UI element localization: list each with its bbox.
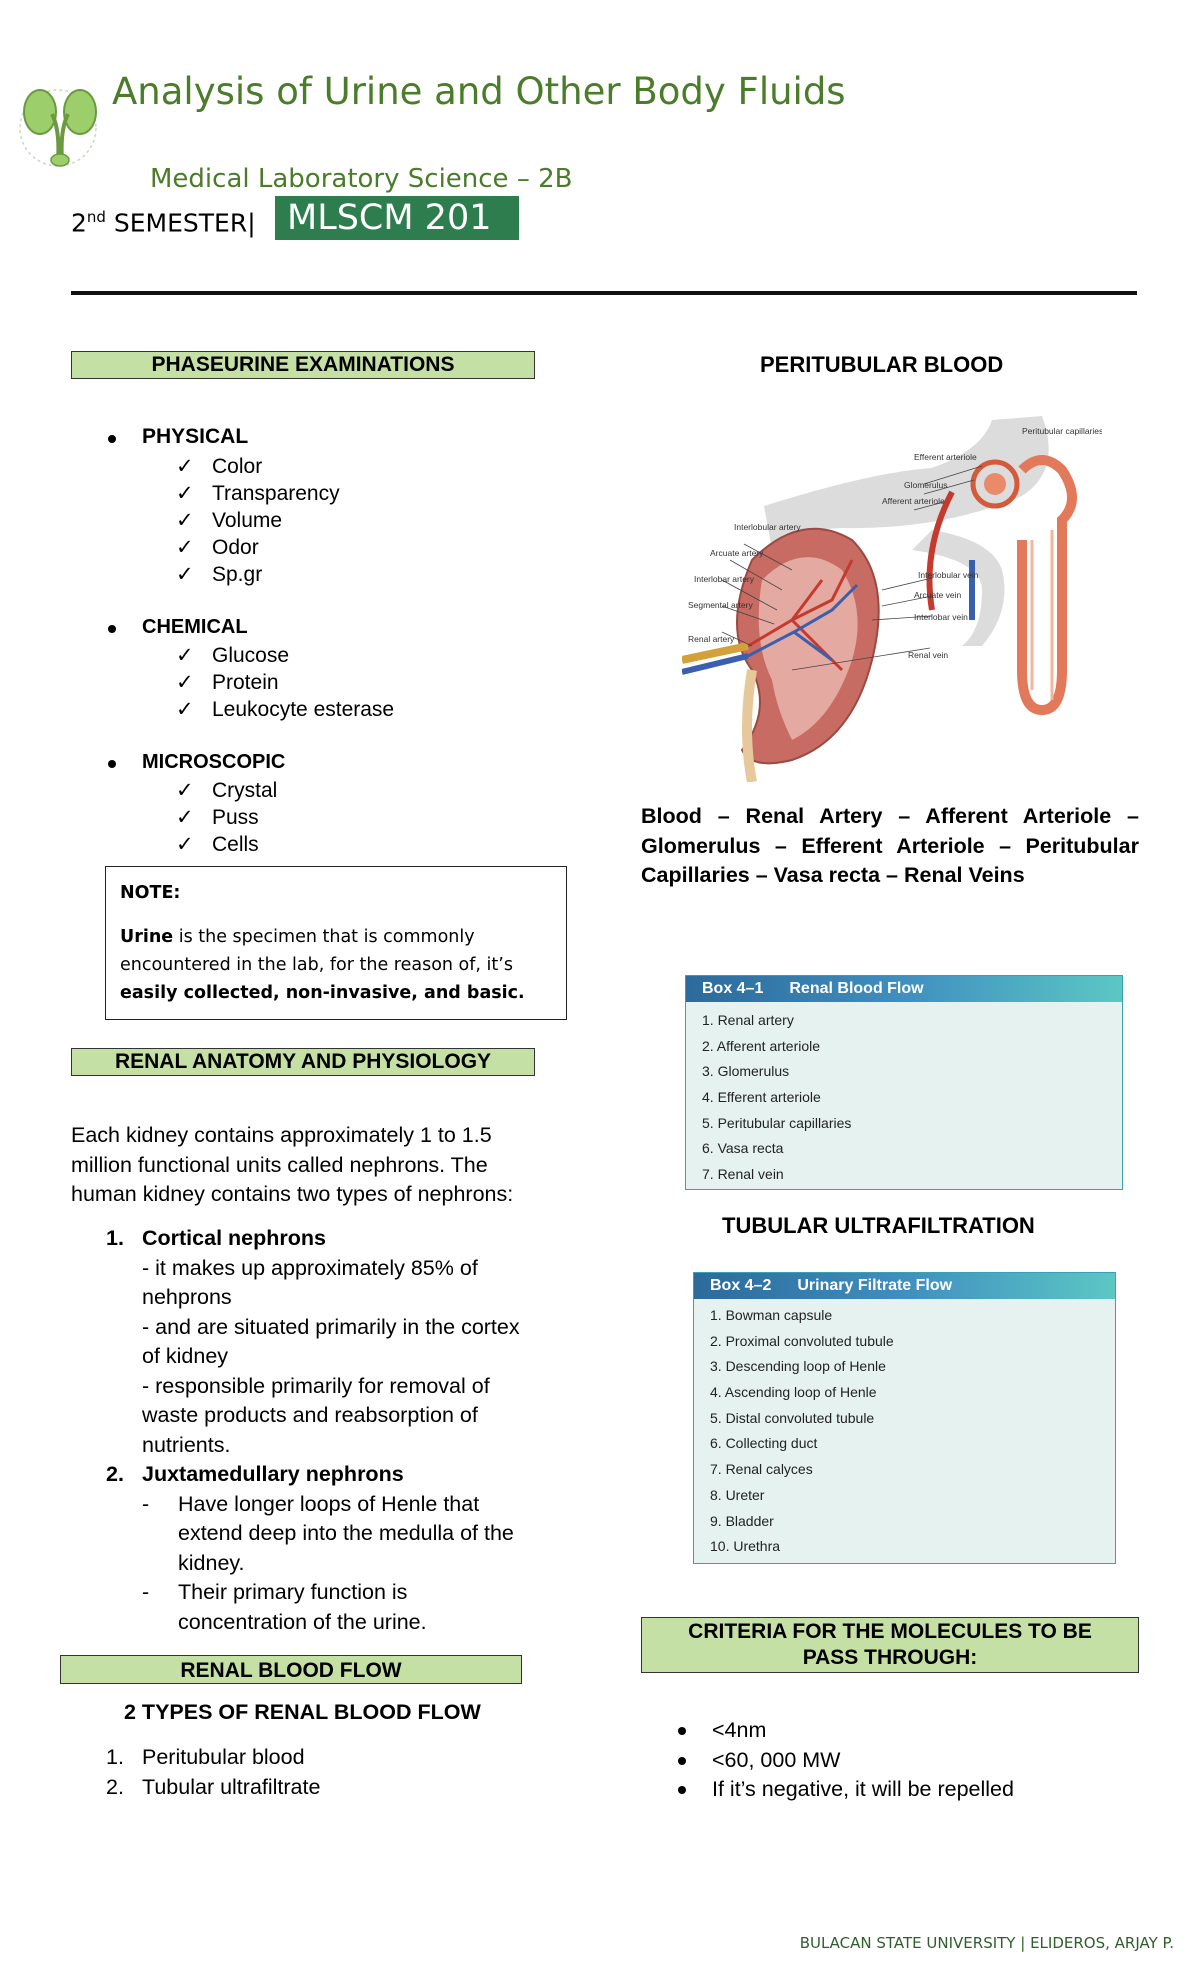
diagram-label: Renal artery (688, 634, 735, 644)
check-item: ✓ Leukocyte esterase (176, 698, 395, 721)
diagram-label: Segmental artery (688, 600, 753, 610)
renal-circulation-diagram (682, 410, 1102, 782)
check-item: ✓ Glucose (176, 644, 290, 667)
header-divider (71, 291, 1137, 295)
renal-intro-paragraph: Each kidney contains approximately 1 to 1.5 million functional units called nephrons. The human kidney contains two types of nephrons: (71, 1123, 514, 1206)
list-item: 4. Efferent arteriole (702, 1089, 821, 1106)
list-item: 4. Ascending loop of Henle (710, 1384, 877, 1401)
diagram-label: Interlobar artery (694, 574, 754, 584)
semester-label: 2nd SEMESTER| (71, 208, 256, 238)
document-subtitle: Medical Laboratory Science – 2B (150, 164, 573, 194)
list-item: 5. Peritubular capillaries (702, 1114, 852, 1131)
list-item: 8. Ureter (710, 1486, 765, 1503)
list-item: 6. Collecting duct (710, 1435, 818, 1452)
juxtamedullary-nephrons-item: 2. Juxtamedullary nephrons - Have longer loops of Henle that extend deep into the medulla of the kidney. - Their primary function is concentration of the urine. (106, 1462, 514, 1634)
diagram-label: Interlobular vein (918, 570, 979, 580)
diagram-label: Interlobar vein (914, 612, 968, 622)
note-text: Urine is the specimen that is commonly encountered in the lab, for the reason of, it’s easily collected, non-invasive, and basic. (120, 927, 525, 1003)
renal-blood-flow-box (685, 975, 1123, 1190)
list-item: 1. Renal artery (702, 1012, 794, 1028)
criteria-heading: CRITERIA FOR THE MOLECULES TO BE PASS THROUGH: (641, 1617, 1139, 1673)
list-item: 7. Renal calyces (710, 1461, 813, 1478)
blood-flow-types-heading: 2 TYPES OF RENAL BLOOD FLOW (124, 1700, 481, 1724)
footer-credit: BULACAN STATE UNIVERSITY | ELIDEROS, ARJAY P. (799, 1934, 1174, 1952)
cortical-nephrons-item: 1. Cortical nephrons - it makes up approximately 85% of nehprons - and are situated primarily in the cortex of kidney - responsible primarily for removal of waste products and reabsorption of nutrients. (106, 1226, 520, 1457)
list-item: 2. Proximal convoluted tubule (710, 1332, 894, 1349)
check-item: ✓ Transparency (176, 482, 340, 505)
diagram-label: Glomerulus (904, 480, 948, 490)
tubular-ultrafiltration-heading: TUBULAR ULTRAFILTRATION (722, 1213, 1035, 1238)
diagram-label: Peritubular capillaries (1022, 426, 1102, 436)
list-item: 3. Glomerulus (702, 1063, 790, 1080)
list-item: <60, 000 MW (676, 1746, 1014, 1776)
list-item: 7. Renal vein (702, 1166, 784, 1183)
blood-flow-sequence-text: Blood – Renal Artery – Afferent Arteriole – Glomerulus – Efferent Arteriole – Peritubular Capillaries – Vasa recta – Renal Veins (641, 804, 1139, 887)
diagram-label: Arcuate artery (710, 548, 764, 558)
list-item: 2. Afferent arteriole (702, 1037, 821, 1054)
box-header: Box 4–2 Urinary Filtrate Flow (694, 1273, 1115, 1299)
diagram-label: Renal vein (908, 650, 949, 660)
check-item: ✓ Protein (176, 671, 279, 694)
peritubular-blood-heading: PERITUBULAR BLOOD (760, 352, 1004, 377)
renal-blood-flow-heading: RENAL BLOOD FLOW (60, 1655, 522, 1684)
list-item: 1. Peritubular blood (106, 1745, 305, 1769)
check-item: ✓ Crystal (176, 779, 278, 802)
list-item: 1. Bowman capsule (710, 1307, 833, 1323)
list-item: 10. Urethra (710, 1538, 781, 1555)
box-header: Box 4–1 Renal Blood Flow (686, 976, 1122, 1002)
list-item: 2. Tubular ultrafiltrate (106, 1774, 321, 1799)
diagram-label: Arcuate vein (914, 590, 962, 600)
urinary-filtrate-flow-box (693, 1272, 1116, 1564)
list-item: 9. Bladder (710, 1512, 774, 1529)
blood-flow-types-list (106, 1743, 320, 1802)
course-code-badge: MLSCM 201 (275, 196, 519, 240)
criteria-list (676, 1716, 1014, 1805)
list-item: 6. Vasa recta (702, 1140, 784, 1157)
check-item: ✓ Cells (176, 833, 259, 856)
diagram-label: Efferent arteriole (914, 452, 977, 462)
list-item: <4nm (676, 1716, 1014, 1746)
note-label: NOTE: (120, 883, 181, 903)
check-item: ✓ Sp.gr (176, 563, 263, 586)
check-item: ✓ Odor (176, 536, 259, 559)
check-item: ✓ Puss (176, 806, 259, 829)
kidney-logo-icon (14, 76, 110, 176)
check-item: ✓ Volume (176, 509, 283, 532)
document-title: Analysis of Urine and Other Body Fluids (112, 70, 846, 113)
phase-urine-examinations-heading: PHASEURINE EXAMINATIONS (71, 351, 535, 379)
check-item: ✓ Color (176, 455, 263, 478)
diagram-label: Interlobular artery (734, 522, 801, 532)
list-item: 3. Descending loop of Henle (710, 1358, 886, 1375)
list-item: 5. Distal convoluted tubule (710, 1409, 875, 1426)
diagram-label: Afferent arteriole (882, 496, 945, 506)
renal-anatomy-heading: RENAL ANATOMY AND PHYSIOLOGY (71, 1048, 535, 1076)
note-box (105, 866, 567, 1020)
list-item: If it’s negative, it will be repelled (676, 1775, 1014, 1805)
